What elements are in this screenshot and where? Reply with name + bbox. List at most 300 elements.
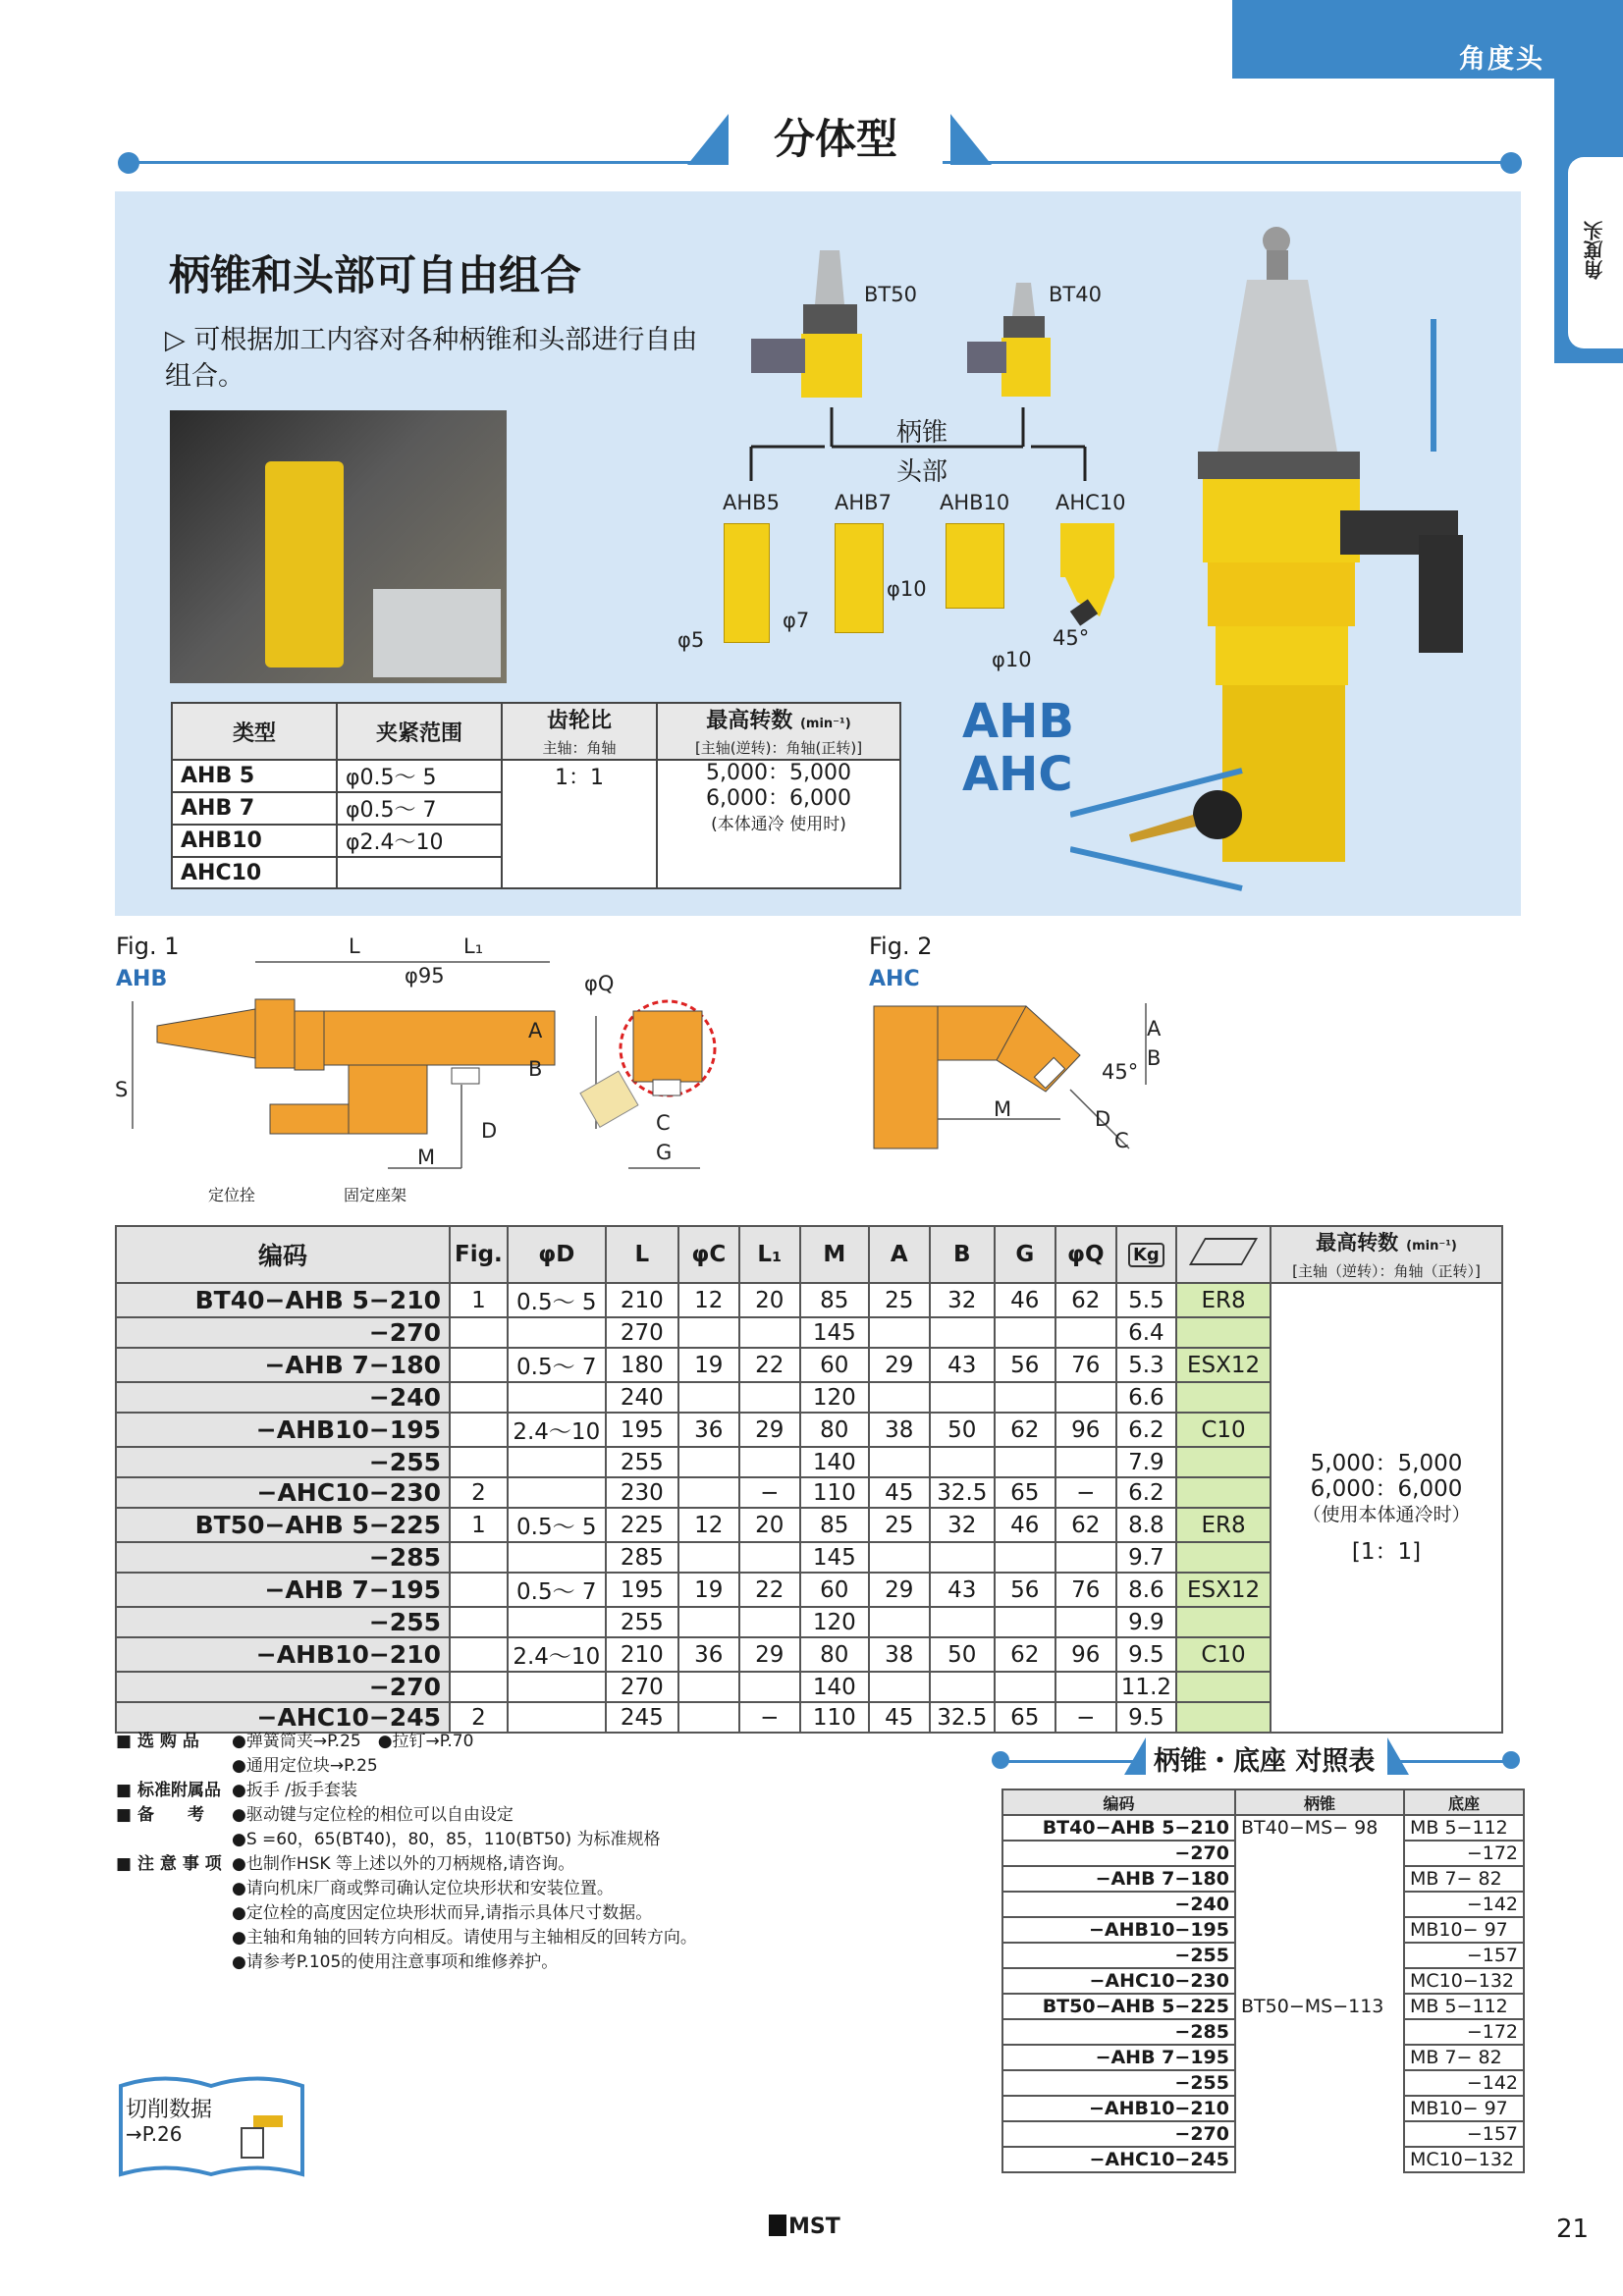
rt-code: −270: [1002, 2121, 1235, 2147]
rt-code: −255: [1002, 1943, 1235, 1968]
row-cell: 45: [869, 1702, 930, 1733]
row-cell: [739, 1317, 800, 1348]
row-cell: 1: [450, 1508, 508, 1542]
rt-cell: [1235, 2121, 1404, 2147]
rt-row: [1002, 2019, 1524, 2045]
row-cell: [869, 1672, 930, 1702]
note-line: ●主轴和角轴的回转方向相反。请使用与主轴相反的回转方向。: [232, 1928, 697, 1948]
row-cell: 32: [930, 1283, 995, 1317]
page-number: 21: [1556, 2215, 1590, 2244]
row-cell: 180: [606, 1348, 678, 1382]
row-cell: 270: [606, 1672, 678, 1702]
dim-S: S: [115, 1078, 129, 1101]
note-line: ■ 备 考 ●驱动键与定位栓的相位可以自由设定: [116, 1805, 514, 1825]
row-cell: [508, 1447, 606, 1477]
row-cell: [450, 1607, 508, 1637]
dim-phi7: φ7: [783, 609, 810, 632]
shank-caption: 柄锥: [896, 418, 948, 448]
row-cell: 11.2: [1116, 1672, 1176, 1702]
row-cell: 96: [1055, 1637, 1116, 1672]
row-cell: [1176, 1317, 1271, 1348]
row-cell: 145: [800, 1317, 869, 1348]
head-label-ahb10: AHB10: [940, 491, 1010, 514]
row-cell: 43: [930, 1573, 995, 1607]
row-cell: 120: [800, 1382, 869, 1413]
dim-phi95: φ95: [405, 964, 445, 988]
shank-label-bt40: BT40: [1049, 283, 1102, 306]
row-cell: 80: [800, 1413, 869, 1447]
rt-cell: −157: [1404, 2121, 1524, 2147]
row-cell: 29: [869, 1348, 930, 1382]
weight-icon: Kg: [1128, 1243, 1164, 1267]
rt-dot-right: [1502, 1751, 1520, 1769]
row-cell: 85: [800, 1283, 869, 1317]
head-label-ahc10: AHC10: [1055, 491, 1126, 514]
head-caption: 头部: [896, 457, 948, 487]
head-label-ahb5: AHB5: [723, 491, 780, 514]
head-ahb5: [724, 523, 770, 643]
row-cell: [450, 1672, 508, 1702]
row-cell: 2.4～10: [508, 1413, 606, 1447]
note-line: ■ 标准附属品 ●扳手 /扳手套装: [116, 1781, 357, 1800]
row-code: −AHB10−210: [116, 1637, 450, 1672]
fig2-dim-D: D: [1095, 1107, 1111, 1131]
table-row: [116, 1283, 1502, 1317]
row-cell: 225: [606, 1508, 678, 1542]
row-cell: 6.6: [1116, 1382, 1176, 1413]
row-cell: 56: [995, 1348, 1055, 1382]
row-cell: 38: [869, 1413, 930, 1447]
fig1-label: Fig. 1: [116, 933, 180, 960]
row-cell: [450, 1317, 508, 1348]
row-cell: 110: [800, 1477, 869, 1508]
row-cell: [739, 1542, 800, 1573]
row-cell: 5.5: [1116, 1283, 1176, 1317]
dim-phi10-ahc: φ10: [992, 648, 1032, 671]
row-cell: 140: [800, 1672, 869, 1702]
row-cell: [508, 1317, 606, 1348]
row-code: BT50−AHB 5−225: [116, 1508, 450, 1542]
row-cell: 9.7: [1116, 1542, 1176, 1573]
brand-ahb-ahc: AHB AHC: [962, 694, 1074, 802]
row-cell: 32: [930, 1508, 995, 1542]
row-cell: 0.5～ 7: [508, 1573, 606, 1607]
row-cell: 46: [995, 1283, 1055, 1317]
row-code: −AHC10−245: [116, 1702, 450, 1733]
rt-cell: [1235, 1968, 1404, 1994]
rule-dot-right: [1500, 152, 1522, 174]
head-ahb7: [835, 523, 884, 633]
row-cell: 76: [1055, 1573, 1116, 1607]
row-cell: 29: [869, 1573, 930, 1607]
row-cell: [739, 1382, 800, 1413]
rt-code: −240: [1002, 1892, 1235, 1917]
row-cell: [869, 1607, 930, 1637]
row-cell: 230: [606, 1477, 678, 1508]
section-title: 分体型: [729, 114, 943, 165]
row-cell: [1176, 1477, 1271, 1508]
rt-dot-left: [992, 1751, 1009, 1769]
rt-cell: [1235, 2096, 1404, 2121]
rt-cell: [1235, 1866, 1404, 1892]
row-code: −270: [116, 1672, 450, 1702]
row-cell: ER8: [1176, 1283, 1271, 1317]
row-cell: [995, 1672, 1055, 1702]
rt-cell: BT50−MS−113: [1235, 1994, 1404, 2019]
row-cell: 50: [930, 1413, 995, 1447]
rt-cell: [1235, 1892, 1404, 1917]
rt-cell: [1235, 2045, 1404, 2070]
header-tab-label: 角度头: [1459, 44, 1544, 75]
rt-cell: −172: [1404, 1841, 1524, 1866]
row-cell: [739, 1672, 800, 1702]
row-cell: [678, 1702, 739, 1733]
row-cell: [739, 1607, 800, 1637]
row-cell: 9.5: [1116, 1637, 1176, 1672]
row-cell: [508, 1477, 606, 1508]
row-cell: [1055, 1447, 1116, 1477]
row-cell: 80: [800, 1637, 869, 1672]
rt-code: BT50−AHB 5−225: [1002, 1994, 1235, 2019]
row-cell: 20: [739, 1508, 800, 1542]
spec-type: AHC10: [172, 857, 337, 888]
row-cell: [869, 1382, 930, 1413]
row-cell: 5.3: [1116, 1348, 1176, 1382]
rt-cell: MB 5−112: [1404, 1815, 1524, 1841]
row-cell: 62: [995, 1413, 1055, 1447]
row-cell: 8.8: [1116, 1508, 1176, 1542]
collet-icon: [1189, 1238, 1258, 1265]
row-cell: 62: [1055, 1283, 1116, 1317]
row-cell: 32.5: [930, 1477, 995, 1508]
row-code: −AHB10−195: [116, 1413, 450, 1447]
row-cell: 60: [800, 1348, 869, 1382]
row-cell: ESX12: [1176, 1573, 1271, 1607]
row-cell: 140: [800, 1447, 869, 1477]
rt-code: −AHB10−195: [1002, 1917, 1235, 1943]
spec-speed: 5,000：5,000 6,000：6,000 (本体通冷 使用时): [657, 760, 900, 888]
row-cell: [508, 1382, 606, 1413]
row-cell: 38: [869, 1637, 930, 1672]
row-code: −270: [116, 1317, 450, 1348]
col-phiQ: φQ: [1055, 1226, 1116, 1283]
row-cell: 240: [606, 1382, 678, 1413]
row-cell: [995, 1447, 1055, 1477]
rt-cell: MB 5−112: [1404, 1994, 1524, 2019]
row-cell: ER8: [1176, 1508, 1271, 1542]
row-cell: 210: [606, 1637, 678, 1672]
row-cell: 6.2: [1116, 1413, 1176, 1447]
col-phiC: φC: [678, 1226, 739, 1283]
row-cell: 22: [739, 1348, 800, 1382]
spec-type: AHB10: [172, 825, 337, 857]
row-cell: 60: [800, 1573, 869, 1607]
rt-cell: [1235, 2070, 1404, 2096]
rt-row: [1002, 2147, 1524, 2172]
row-cell: [1055, 1382, 1116, 1413]
row-cell: 85: [800, 1508, 869, 1542]
col-L1: L₁: [739, 1226, 800, 1283]
panel-bullet: [165, 322, 715, 395]
rt-cell: −157: [1404, 1943, 1524, 1968]
rt-cell: −142: [1404, 2070, 1524, 2096]
rt-code: −AHB 7−180: [1002, 1866, 1235, 1892]
speed-note: 5,000：5,000 6,000：6,000 （使用本体通冷时） [1：1]: [1271, 1283, 1502, 1733]
rt-row: [1002, 1994, 1524, 2019]
rt-row: [1002, 1841, 1524, 1866]
rt-title: 柄锥・底座 对照表: [1154, 1746, 1376, 1777]
row-cell: 19: [678, 1348, 739, 1382]
row-cell: 65: [995, 1477, 1055, 1508]
row-cell: 9.5: [1116, 1702, 1176, 1733]
row-cell: 19: [678, 1573, 739, 1607]
row-cell: −: [1055, 1477, 1116, 1508]
row-cell: [450, 1348, 508, 1382]
spec-type: AHB 5: [172, 760, 337, 792]
spec-type: AHB 7: [172, 792, 337, 825]
row-cell: [1176, 1447, 1271, 1477]
rt-row: [1002, 1917, 1524, 1943]
dim-phi10-ahb: φ10: [887, 577, 927, 601]
spec-h-range: 夹紧范围: [337, 703, 502, 760]
bullet-arrow-icon: ▷: [165, 325, 186, 355]
fig2-label: Fig. 2: [869, 933, 933, 960]
row-cell: 145: [800, 1542, 869, 1573]
row-cell: 43: [930, 1348, 995, 1382]
spec-h-speed: 最高转数 (min⁻¹) [主轴(逆转)：角轴(正转)]: [657, 703, 900, 760]
col-collet: [1176, 1226, 1271, 1283]
col-M: M: [800, 1226, 869, 1283]
row-cell: ESX12: [1176, 1348, 1271, 1382]
row-cell: [1176, 1702, 1271, 1733]
rt-row: [1002, 1968, 1524, 1994]
fig1-sub: AHB: [116, 967, 168, 991]
rt-cell: MB 7− 82: [1404, 2045, 1524, 2070]
row-cell: 9.9: [1116, 1607, 1176, 1637]
row-cell: 22: [739, 1573, 800, 1607]
side-tab-label: 角度头: [1583, 221, 1606, 280]
row-cell: 76: [1055, 1348, 1116, 1382]
row-cell: [450, 1573, 508, 1607]
row-cell: 1: [450, 1283, 508, 1317]
row-cell: 8.6: [1116, 1573, 1176, 1607]
row-cell: [508, 1672, 606, 1702]
row-cell: [995, 1542, 1055, 1573]
side-tab[interactable]: [1568, 157, 1623, 348]
row-cell: [450, 1637, 508, 1672]
col-L: L: [606, 1226, 678, 1283]
row-cell: [930, 1607, 995, 1637]
row-cell: 65: [995, 1702, 1055, 1733]
row-cell: 36: [678, 1413, 739, 1447]
rt-cell: [1235, 2019, 1404, 2045]
spec-range: φ0.5～ 5: [337, 760, 502, 792]
rt-code: −270: [1002, 1841, 1235, 1866]
row-cell: [1055, 1317, 1116, 1348]
dim-M: M: [417, 1146, 436, 1169]
rt-code: −285: [1002, 2019, 1235, 2045]
rt-cell: −142: [1404, 1892, 1524, 1917]
row-cell: 0.5～ 7: [508, 1348, 606, 1382]
note-line: ■ 注 意 事 项 ●也制作HSK 等上述以外的刀柄规格,请咨询。: [116, 1854, 575, 1874]
fig2-dim-A: A: [1147, 1017, 1162, 1041]
row-cell: −: [739, 1477, 800, 1508]
row-cell: 2.4～10: [508, 1637, 606, 1672]
row-cell: [930, 1447, 995, 1477]
row-cell: [930, 1317, 995, 1348]
note-line: ■ 选 购 品 ●弹簧筒夹→P.25 ●拉钉→P.70: [116, 1732, 474, 1751]
fig2-dim-M: M: [994, 1097, 1012, 1121]
row-cell: 210: [606, 1283, 678, 1317]
row-cell: 25: [869, 1283, 930, 1317]
row-cell: 32.5: [930, 1702, 995, 1733]
row-code: −240: [116, 1382, 450, 1413]
row-cell: [678, 1672, 739, 1702]
dim-C: C: [656, 1111, 671, 1135]
rt-row: [1002, 2070, 1524, 2096]
row-cell: 270: [606, 1317, 678, 1348]
row-cell: 7.9: [1116, 1447, 1176, 1477]
row-cell: [1176, 1542, 1271, 1573]
rt-cell: [1235, 1841, 1404, 1866]
row-cell: 62: [995, 1637, 1055, 1672]
dim-phi5: φ5: [677, 628, 705, 652]
note-line: ●请参考P.105的使用注意事项和维修养护。: [232, 1952, 559, 1972]
row-code: −AHB 7−195: [116, 1573, 450, 1607]
spec-range: φ0.5～ 7: [337, 792, 502, 825]
row-cell: 46: [995, 1508, 1055, 1542]
spec-h-type: 类型: [172, 703, 337, 760]
row-code: −285: [116, 1542, 450, 1573]
row-cell: 6.2: [1116, 1477, 1176, 1508]
row-cell: 36: [678, 1637, 739, 1672]
row-cell: [930, 1672, 995, 1702]
rt-cell: MB10− 97: [1404, 2096, 1524, 2121]
row-cell: [450, 1447, 508, 1477]
row-cell: C10: [1176, 1413, 1271, 1447]
fig2-dim-B: B: [1147, 1046, 1162, 1070]
header-tab: [1232, 0, 1623, 79]
col-fig: Fig.: [450, 1226, 508, 1283]
fig2-sub: AHC: [869, 967, 920, 991]
row-cell: [930, 1382, 995, 1413]
row-cell: 12: [678, 1508, 739, 1542]
rt-col-base: 底座: [1404, 1789, 1524, 1815]
note-line: ●定位栓的高度因定位块形状而异,请指示具体尺寸数据。: [232, 1903, 653, 1923]
row-code: −255: [116, 1607, 450, 1637]
rt-cell: MC10−132: [1404, 2147, 1524, 2172]
row-cell: 25: [869, 1508, 930, 1542]
row-cell: 50: [930, 1637, 995, 1672]
row-cell: 0.5～ 5: [508, 1283, 606, 1317]
photo-workpiece: [373, 589, 501, 677]
row-cell: C10: [1176, 1637, 1271, 1672]
rt-cell: [1235, 1917, 1404, 1943]
row-cell: [450, 1413, 508, 1447]
col-G: G: [995, 1226, 1055, 1283]
label-locating-pin: 定位拴: [208, 1186, 256, 1204]
row-cell: 110: [800, 1702, 869, 1733]
rt-row: [1002, 1892, 1524, 1917]
rt-code: −255: [1002, 2070, 1235, 2096]
row-cell: −: [739, 1702, 800, 1733]
row-cell: [930, 1542, 995, 1573]
row-cell: [1176, 1382, 1271, 1413]
book-line2[interactable]: →P.26: [126, 2122, 183, 2146]
rt-row: [1002, 1815, 1524, 1841]
rt-row: [1002, 1866, 1524, 1892]
row-cell: 245: [606, 1702, 678, 1733]
row-cell: 2: [450, 1477, 508, 1508]
row-cell: 20: [739, 1283, 800, 1317]
row-cell: 195: [606, 1573, 678, 1607]
row-cell: 96: [1055, 1413, 1116, 1447]
col-weight: [1116, 1226, 1176, 1283]
photo-tool: [265, 461, 344, 667]
rt-cell: MB10− 97: [1404, 1917, 1524, 1943]
rt-cell: MB 7− 82: [1404, 1866, 1524, 1892]
rt-cell: [1235, 1943, 1404, 1968]
rt-col-shank: 柄锥: [1235, 1789, 1404, 1815]
row-cell: [508, 1607, 606, 1637]
row-cell: [678, 1542, 739, 1573]
row-code: −AHB 7−180: [116, 1348, 450, 1382]
spec-h-ratio: 齿轮比 主轴：角轴: [502, 703, 657, 760]
row-cell: [450, 1382, 508, 1413]
row-cell: [678, 1382, 739, 1413]
fig2-dim-45: 45°: [1102, 1060, 1139, 1084]
dim-phiQ: φQ: [584, 972, 615, 995]
row-cell: [1176, 1607, 1271, 1637]
row-cell: [995, 1382, 1055, 1413]
row-cell: [1055, 1672, 1116, 1702]
dim-45deg: 45°: [1053, 626, 1090, 650]
row-cell: 12: [678, 1283, 739, 1317]
rt-row: [1002, 2045, 1524, 2070]
row-cell: 195: [606, 1413, 678, 1447]
row-cell: 62: [1055, 1508, 1116, 1542]
row-cell: [869, 1542, 930, 1573]
product-spec-table: [115, 1225, 1503, 1734]
col-code: 编码: [116, 1226, 450, 1283]
spec-range: φ2.4～10: [337, 825, 502, 857]
shank-thumbnails: [746, 245, 1070, 412]
rt-code: −AHC10−230: [1002, 1968, 1235, 1994]
book-line1[interactable]: 切削数据: [126, 2098, 213, 2122]
callout-lines: [1070, 756, 1247, 893]
row-cell: [678, 1317, 739, 1348]
note-line: ●通用定位块→P.25: [232, 1756, 378, 1776]
rt-code: −AHC10−245: [1002, 2147, 1235, 2172]
row-cell: 29: [739, 1413, 800, 1447]
footer-logo: MST: [769, 2215, 840, 2239]
row-cell: [678, 1447, 739, 1477]
row-cell: 255: [606, 1607, 678, 1637]
rt-cell: BT40−MS− 98: [1235, 1815, 1404, 1841]
row-code: −AHC10−230: [116, 1477, 450, 1508]
rt-cell: [1235, 2147, 1404, 2172]
shank-base-table: [1001, 1789, 1525, 2173]
row-cell: 285: [606, 1542, 678, 1573]
col-B: B: [930, 1226, 995, 1283]
row-cell: [508, 1702, 606, 1733]
row-cell: −: [1055, 1702, 1116, 1733]
dim-A: A: [528, 1019, 543, 1042]
label-fixing-block: 固定座架: [344, 1186, 407, 1204]
rule-dot-left: [118, 152, 139, 174]
row-cell: 0.5～ 5: [508, 1508, 606, 1542]
rt-code: BT40−AHB 5−210: [1002, 1815, 1235, 1841]
